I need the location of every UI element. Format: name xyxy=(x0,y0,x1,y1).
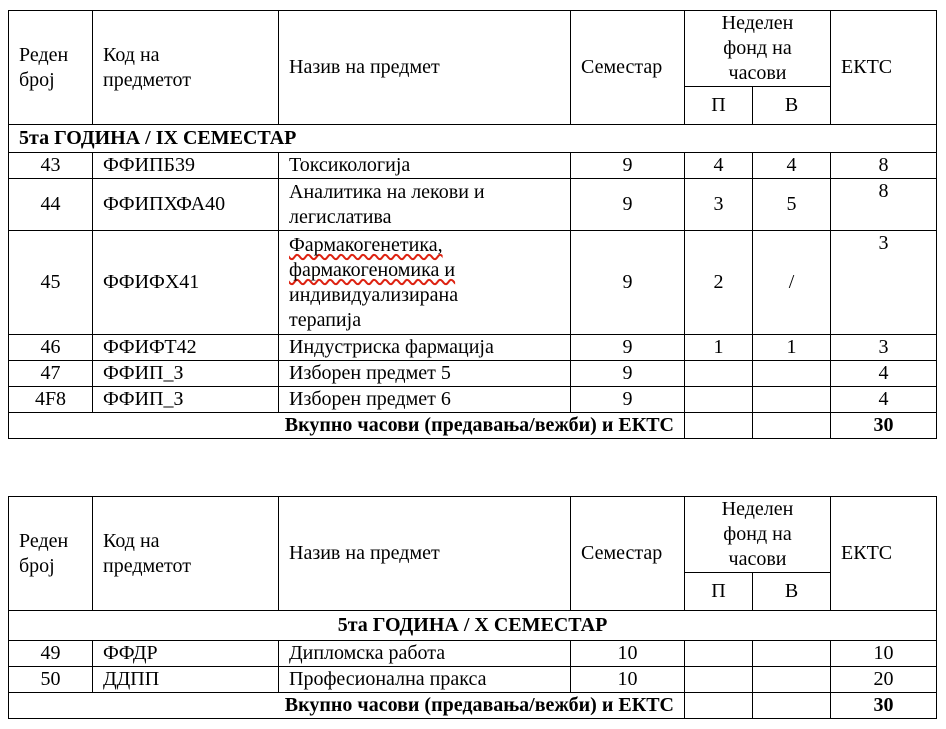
row-ects: 4 xyxy=(831,361,937,387)
row-code: ФФИФХ41 xyxy=(93,231,279,335)
row-lectures xyxy=(685,361,753,387)
row-name: Токсикологија xyxy=(279,153,571,179)
header-ects: ЕКТС xyxy=(831,497,937,611)
row-number: 47 xyxy=(9,361,93,387)
row-name: Аналитика на лекови и легислатива xyxy=(279,179,571,231)
section-row xyxy=(9,125,937,153)
row-semester: 10 xyxy=(571,641,685,667)
row-number: 50 xyxy=(9,667,93,693)
row-semester: 9 xyxy=(571,387,685,413)
row-ects: 20 xyxy=(831,667,937,693)
header-order-number: Реден број xyxy=(9,497,93,611)
total-exercises xyxy=(753,413,831,439)
header-lectures: П xyxy=(685,573,753,611)
header-semester: Семестар xyxy=(571,11,685,125)
header-ects: ЕКТС xyxy=(831,11,937,125)
header-course-name: Назив на предмет xyxy=(279,11,571,125)
row-code: ДДПП xyxy=(93,667,279,693)
row-code: ФФДР xyxy=(93,641,279,667)
row-lectures: 4 xyxy=(685,153,753,179)
row-lectures xyxy=(685,667,753,693)
row-semester: 9 xyxy=(571,153,685,179)
section-row xyxy=(9,611,937,641)
table-row xyxy=(9,179,937,231)
row-number: 46 xyxy=(9,335,93,361)
row-lectures xyxy=(685,387,753,413)
header-weekly-hours: Неделен фонд на часови xyxy=(685,11,831,87)
row-exercises xyxy=(753,387,831,413)
row-name: Дипломска работа xyxy=(279,641,571,667)
row-code: ФФИФТ42 xyxy=(93,335,279,361)
total-ects: 30 xyxy=(831,413,937,439)
total-lectures xyxy=(685,413,753,439)
row-number: 49 xyxy=(9,641,93,667)
row-ects: 3 xyxy=(831,231,937,335)
row-semester: 9 xyxy=(571,335,685,361)
total-lectures xyxy=(685,693,753,719)
row-name: Индустриска фармација xyxy=(279,335,571,361)
row-number: 4F8 xyxy=(9,387,93,413)
row-ects: 10 xyxy=(831,641,937,667)
row-lectures xyxy=(685,641,753,667)
row-name: Изборен предмет 6 xyxy=(279,387,571,413)
header-weekly-hours: Неделен фонд на часови xyxy=(685,497,831,573)
header-semester: Семестар xyxy=(571,497,685,611)
row-name: Фармакогенетика, фармакогеномика и индивидуализирана терапија xyxy=(279,231,571,335)
row-ects: 8 xyxy=(831,153,937,179)
row-exercises xyxy=(753,641,831,667)
section-title: 5та ГОДИНА / IX СЕМЕСТАР xyxy=(9,125,937,153)
total-row xyxy=(9,413,937,439)
header-course-code: Код на предметот xyxy=(93,497,279,611)
header-lectures: П xyxy=(685,87,753,125)
row-exercises: / xyxy=(753,231,831,335)
section-title: 5та ГОДИНА / X СЕМЕСТАР xyxy=(9,611,937,641)
table-row xyxy=(9,667,937,693)
semester-x-table xyxy=(8,496,937,719)
header-row xyxy=(9,497,937,573)
table-row xyxy=(9,153,937,179)
total-ects: 30 xyxy=(831,693,937,719)
row-semester: 9 xyxy=(571,179,685,231)
row-code: ФФИПХФА40 xyxy=(93,179,279,231)
header-course-name: Назив на предмет xyxy=(279,497,571,611)
row-number: 44 xyxy=(9,179,93,231)
table-row xyxy=(9,387,937,413)
row-semester: 9 xyxy=(571,361,685,387)
row-exercises: 1 xyxy=(753,335,831,361)
row-lectures: 3 xyxy=(685,179,753,231)
row-number: 43 xyxy=(9,153,93,179)
semester-ix-table xyxy=(8,10,937,439)
table-row xyxy=(9,361,937,387)
table-row xyxy=(9,231,937,335)
table-row xyxy=(9,335,937,361)
row-semester: 10 xyxy=(571,667,685,693)
total-row xyxy=(9,693,937,719)
row-code: ФФИП_З xyxy=(93,387,279,413)
header-exercises: В xyxy=(753,87,831,125)
row-ects: 3 xyxy=(831,335,937,361)
row-ects: 8 xyxy=(831,179,937,231)
header-row xyxy=(9,11,937,87)
row-lectures: 2 xyxy=(685,231,753,335)
row-ects: 4 xyxy=(831,387,937,413)
row-lectures: 1 xyxy=(685,335,753,361)
row-exercises: 5 xyxy=(753,179,831,231)
row-exercises xyxy=(753,667,831,693)
row-name: Изборен предмет 5 xyxy=(279,361,571,387)
row-exercises: 4 xyxy=(753,153,831,179)
row-code: ФФИП_З xyxy=(93,361,279,387)
row-exercises xyxy=(753,361,831,387)
row-code: ФФИПБ39 xyxy=(93,153,279,179)
table-row xyxy=(9,641,937,667)
row-name: Професионална пракса xyxy=(279,667,571,693)
row-semester: 9 xyxy=(571,231,685,335)
header-exercises: В xyxy=(753,573,831,611)
total-label: Вкупно часови (предавања/вежби) и ЕКТС xyxy=(9,413,685,439)
header-course-code: Код на предметот xyxy=(93,11,279,125)
row-number: 45 xyxy=(9,231,93,335)
header-order-number: Реден број xyxy=(9,11,93,125)
total-label: Вкупно часови (предавања/вежби) и ЕКТС xyxy=(9,693,685,719)
total-exercises xyxy=(753,693,831,719)
